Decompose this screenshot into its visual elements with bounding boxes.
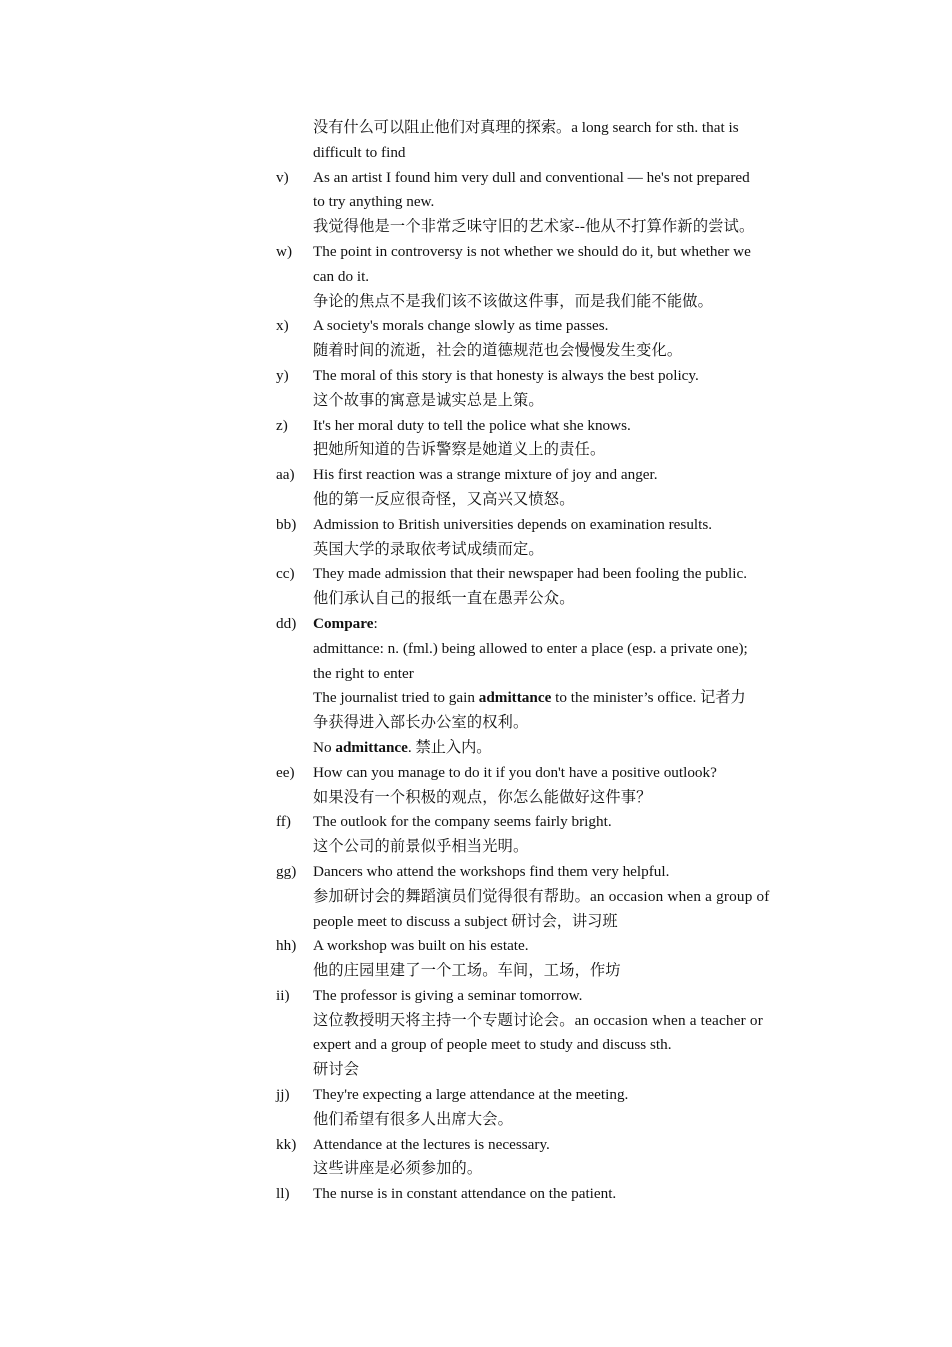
text-line: admittance: n. (fml.) being allowed to enter a place (esp. a private one); xyxy=(313,639,748,657)
text-line: Admission to British universities depends on examination results. xyxy=(313,515,713,533)
intro-continuation xyxy=(276,116,810,166)
text-line: The point in controversy is not whether we should do it, but whether we xyxy=(313,242,751,260)
entry-cc xyxy=(276,562,810,612)
text-line: Attendance at the lectures is necessary. xyxy=(313,1135,550,1153)
entry-label: ii) xyxy=(276,986,290,1004)
text-line: 他们希望有很多人出席大会。 xyxy=(313,1110,514,1128)
entry-hh xyxy=(276,934,810,984)
entry-kk xyxy=(276,1133,810,1183)
text-line: As an artist I found him very dull and conventional — he's not prepared xyxy=(313,168,750,186)
entry-label: bb) xyxy=(276,515,297,533)
text-line: Dancers who attend the workshops find them very helpful. xyxy=(313,862,670,880)
text-line: difficult to find xyxy=(313,143,406,161)
entry-label: aa) xyxy=(276,466,295,484)
entry-x xyxy=(276,314,810,364)
example-text: to the minister’s office. 记者力 xyxy=(551,689,746,707)
text-line: It's her moral duty to tell the police what she knows. xyxy=(313,416,631,434)
entry-ii xyxy=(276,984,810,1083)
text-line: 这些讲座是必须参加的。 xyxy=(313,1160,483,1178)
text-line: the right to enter xyxy=(313,664,414,682)
text-line: The outlook for the company seems fairly bright. xyxy=(313,813,612,831)
text-line: 我觉得他是一个非常乏味守旧的艺术家--他从不打算作新的尝试。 xyxy=(313,218,755,236)
keyword: admittance xyxy=(335,738,408,756)
text-line: 这位教授明天将主持一个专题讨论会。an occasion when a teacher or xyxy=(313,1011,763,1029)
compare-colon: : xyxy=(373,614,378,632)
entry-label: jj) xyxy=(276,1086,290,1104)
text-line: How can you manage to do it if you don't have a positive outlook? xyxy=(313,763,717,781)
text-line: 研讨会 xyxy=(313,1061,360,1079)
text-line: 他们承认自己的报纸一直在愚弄公众。 xyxy=(313,590,575,608)
text-line: 争论的焦点不是我们该不该做这件事，而是我们能不能做。 xyxy=(313,292,714,310)
text-line: The moral of this story is that honesty is always the best policy. xyxy=(313,366,699,384)
text-line: 他的第一反应很奇怪，又高兴又愤怒。 xyxy=(313,490,575,508)
text-line: 英国大学的录取依考试成绩而定。 xyxy=(313,540,544,558)
text-line: The professor is giving a seminar tomorrow. xyxy=(313,986,583,1004)
text-line: 这个故事的寓意是诚实总是上策。 xyxy=(313,391,544,409)
entry-label: z) xyxy=(276,416,288,434)
entry-ll xyxy=(276,1182,810,1207)
text-line: A society's morals change slowly as time passes. xyxy=(313,317,609,335)
text-line: people meet to discuss a subject 研讨会，讲习班 xyxy=(313,912,618,930)
entry-ff xyxy=(276,810,810,860)
example-line xyxy=(276,736,810,761)
text-line: 他的庄园里建了一个工场。车间，工场，作坊 xyxy=(313,962,621,980)
compare-heading xyxy=(276,612,810,637)
text-line: 随着时间的流逝，社会的道德规范也会慢慢发生变化。 xyxy=(313,342,683,360)
text-line: His first reaction was a strange mixture of joy and anger. xyxy=(313,466,658,484)
text-line: can do it. xyxy=(313,267,370,285)
example-text: The journalist tried to gain xyxy=(313,689,479,707)
text-line: They made admission that their newspaper had been fooling the public. xyxy=(313,565,747,583)
keyword: admittance xyxy=(478,689,552,707)
entry-label: kk) xyxy=(276,1135,297,1153)
text-line: A workshop was built on his estate. xyxy=(313,937,529,955)
entry-y xyxy=(276,364,810,414)
entry-dd xyxy=(276,612,810,761)
entry-label: ll) xyxy=(276,1185,290,1203)
text-line: 这个公司的前景似乎相当光明。 xyxy=(313,838,529,856)
entry-z xyxy=(276,414,810,464)
text-line: 没有什么可以阻止他们对真理的探索。a long search for sth. that is xyxy=(313,119,739,136)
compare-word: Compare xyxy=(313,614,374,632)
entry-label: ee) xyxy=(276,763,295,781)
text-line: to try anything new. xyxy=(313,193,435,211)
entry-label: dd) xyxy=(276,614,297,632)
text-line: The nurse is in constant attendance on the patient. xyxy=(313,1185,617,1203)
entry-w xyxy=(276,240,810,314)
entry-label: x) xyxy=(276,317,289,335)
text-line: 参加研讨会的舞蹈演员们觉得很有帮助。an occasion when a group of xyxy=(313,887,770,905)
text-line: They're expecting a large attendance at the meeting. xyxy=(313,1086,629,1104)
text-line: 如果没有一个积极的观点，你怎么能做好这件事？ xyxy=(313,788,652,806)
entry-label: hh) xyxy=(276,937,297,955)
entry-label: w) xyxy=(276,242,293,260)
vocabulary-examples xyxy=(276,116,810,1207)
example-text: No xyxy=(313,738,336,756)
entry-label: cc) xyxy=(276,565,295,583)
entry-label: ff) xyxy=(276,813,291,831)
text-line: 争获得进入部长办公室的权利。 xyxy=(313,714,529,732)
text-line: 把她所知道的告诉警察是她道义上的责任。 xyxy=(313,441,606,459)
entry-label: gg) xyxy=(276,862,297,880)
text-line: expert and a group of people meet to study and discuss sth. xyxy=(313,1036,672,1054)
entry-label: y) xyxy=(276,366,289,384)
example-line xyxy=(276,686,810,711)
entry-aa xyxy=(276,463,810,513)
entry-label: v) xyxy=(276,168,289,186)
entry-ee xyxy=(276,761,810,811)
entry-gg xyxy=(276,860,810,934)
entry-bb xyxy=(276,513,810,563)
entry-jj xyxy=(276,1083,810,1133)
entry-v xyxy=(276,166,810,240)
example-text: . 禁止入内。 xyxy=(407,738,492,756)
